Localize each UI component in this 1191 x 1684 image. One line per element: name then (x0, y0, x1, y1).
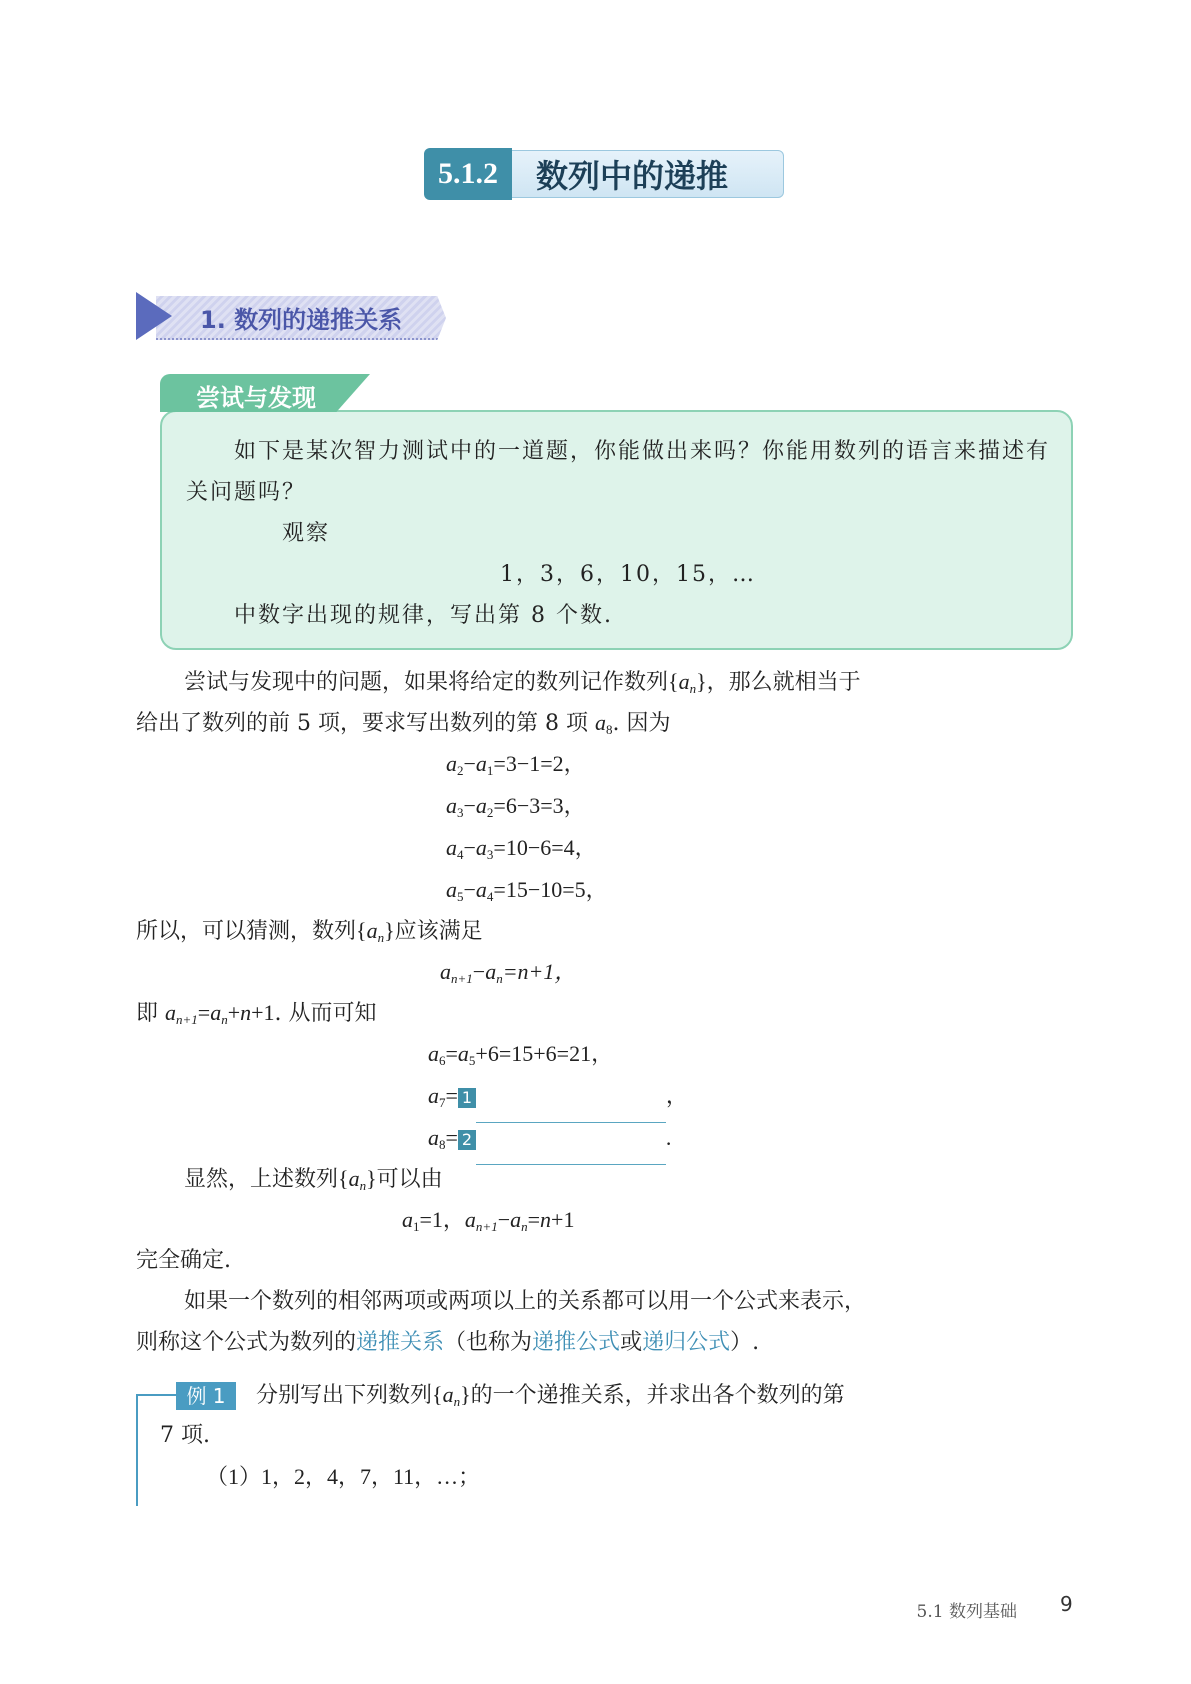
example-tag: 例 1 (176, 1382, 236, 1410)
para3-text-b: . 从而可知 (274, 1001, 377, 1026)
para6-line1: 如果一个数列的相邻两项或两项以上的关系都可以用一个公式来表示， (184, 1289, 867, 1314)
eq-inline-recurrence: $a_{n+1}=a_n+n+1$ (165, 1000, 275, 1027)
eq-a7: $a_7= 1$ ， (428, 1076, 688, 1123)
section-title: 数列中的递推 (512, 150, 784, 198)
a8-symbol: $a_8$ (594, 710, 613, 737)
section-number: 5.1.2 (424, 148, 512, 200)
example-line2: 7 项. (160, 1423, 210, 1448)
eq-recurrence-rhs: =n+1， (502, 959, 577, 984)
example-text-b: 的一个递推关系，并求出各个数列的第 (470, 1383, 845, 1408)
term-recurrence-relation: 递推关系 (356, 1330, 445, 1355)
try-line-4: 中数字出现的规律，写出第 8 个数. (234, 603, 613, 628)
para4-text-b: 可以由 (376, 1167, 443, 1192)
seq-an: $\{a_n\}$ (356, 918, 395, 945)
para5: 完全确定. (136, 1248, 231, 1273)
page-number: 9 (1060, 1592, 1073, 1616)
eq-diff-3: $a_4-a_3=10-6=4$， (446, 835, 597, 862)
footer-section: 5.1 数列基础 (916, 1602, 1017, 1622)
eq-diff-4: $a_5-a_4=15-10=5$， (446, 877, 608, 904)
para4 (184, 1159, 443, 1206)
blank-2-line[interactable] (476, 1140, 666, 1165)
eq-diff-3-value: =10−6=4， (493, 835, 597, 860)
para3 (136, 993, 377, 1040)
example-line1 (256, 1375, 845, 1422)
seq-an: $\{a_n\}$ (432, 1382, 471, 1409)
eq-a8: $a_8= 2$ . (428, 1118, 671, 1165)
try-line-3: 观察 (282, 521, 331, 546)
term-recursive-formula: 递归公式 (642, 1330, 731, 1355)
section-header (424, 148, 790, 200)
eq-diff-1: $a_2-a_1=3-1=2$， (446, 751, 586, 778)
eq-diff-2: $a_3-a_2=6-3=3$， (446, 793, 586, 820)
para1-text-a: 尝试与发现中的问题，如果将给定的数列记作数列 (184, 670, 669, 695)
blank-2-marker: 2 (458, 1130, 476, 1150)
eq-a6-value: =15+6=21， (498, 1041, 614, 1066)
para6-text-h: ）. (730, 1330, 760, 1355)
subsection-header (136, 292, 448, 342)
seq-an: $\{a_n\}$ (338, 1166, 377, 1193)
para1-line1 (184, 662, 861, 709)
example-text-a: 分别写出下列数列 (256, 1383, 433, 1408)
para3-text-a: 即 (136, 1001, 165, 1026)
para4-text-a: 显然，上述数列 (184, 1167, 339, 1192)
para6-text-f: 或 (620, 1330, 643, 1355)
eq-recurrence: $a_{n+1}-a_n=n+1$， (440, 959, 577, 986)
para1-line2 (136, 703, 670, 750)
try-sequence: 1，3，6，10，15，… (500, 562, 756, 587)
eq-diff-4-value: =15−10=5， (493, 877, 608, 902)
term-recurrence-formula: 递推公式 (532, 1330, 621, 1355)
seq-an: $\{a_n\}$ (668, 669, 707, 696)
try-discover-tab (160, 374, 380, 414)
subsection-title: 1. 数列的递推关系 (200, 306, 403, 334)
para6-text-d: （也称为 (444, 1330, 533, 1355)
para1-text-b: ，那么就相当于 (706, 670, 861, 695)
try-discover-label: 尝试与发现 (196, 384, 316, 412)
eq-a6: $a_6=a_5+6=15+6=21$， (428, 1041, 614, 1068)
blank-1-marker: 1 (458, 1088, 476, 1108)
para1-text-d: . 因为 (612, 711, 671, 736)
eq-diff-2-value: =6−3=3， (493, 793, 586, 818)
try-line-1: 如下是某次智力测试中的一道题，你能做出来吗？你能用数列的语言来描述有 (234, 439, 1051, 464)
eq-diff-1-value: =3−1=2， (493, 751, 586, 776)
example-item-1: （1）1，2，4，7，11，…； (206, 1464, 481, 1489)
para1-text-c: 给出了数列的前 5 项，要求写出数列的第 8 项 (136, 711, 588, 736)
para2 (136, 911, 483, 958)
try-line-2: 关问题吗？ (186, 480, 307, 505)
para2-text-a: 所以，可以猜测，数列 (136, 919, 357, 944)
para6-text-b: 则称这个公式为数列的 (136, 1330, 357, 1355)
para6-line2 (136, 1323, 759, 1363)
para2-text-b: 应该满足 (394, 919, 483, 944)
eq-definition: $a_1=1$，$a_{n+1}-a_n=n+1$ (402, 1207, 575, 1234)
arrow-icon (136, 292, 172, 340)
